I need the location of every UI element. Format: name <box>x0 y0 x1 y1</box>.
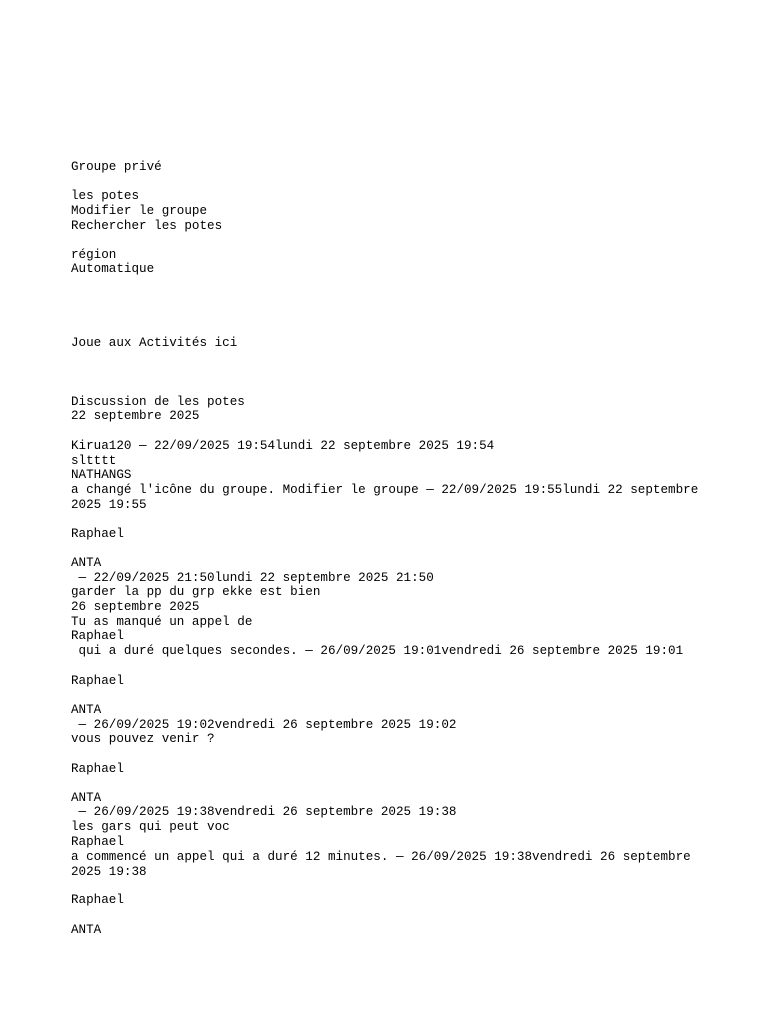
call-details: qui a duré quelques secondes. — 26/09/2025 19:01vendredi 26 septembre 2025 19:01 <box>71 644 684 658</box>
region-select[interactable]: Automatique <box>71 262 155 276</box>
message-username[interactable]: Raphael <box>71 762 124 776</box>
message-timestamp[interactable]: — 26/09/2025 19:02vendredi 26 septembre 2025 19:02 <box>71 718 457 732</box>
message-username[interactable]: Raphael <box>71 527 124 541</box>
clan-tag: ANTA <box>71 923 102 937</box>
message-timestamp[interactable]: — 26/09/2025 19:38vendredi 26 septembre 2025 19:38 <box>71 805 457 819</box>
activities-button[interactable]: Joue aux Activités ici <box>71 336 238 350</box>
search-input[interactable]: Rechercher les potes <box>71 219 223 233</box>
caller-username[interactable]: Raphael <box>71 629 124 643</box>
message-text: vous pouvez venir ? <box>71 732 215 746</box>
group-name[interactable]: les potes <box>71 189 140 203</box>
message-timestamp[interactable]: — 22/09/2025 21:50lundi 22 septembre 2025 21:50 <box>71 571 434 585</box>
message-header[interactable]: Kirua120 — 22/09/2025 19:54lundi 22 septembre 2025 19:54 <box>71 439 495 453</box>
date-divider: 22 septembre 2025 <box>71 409 200 423</box>
clan-tag: ANTA <box>71 703 102 717</box>
message-text: garder la pp du grp ekke est bien <box>71 585 321 599</box>
message-text: sltttt <box>71 454 117 468</box>
clan-tag: ANTA <box>71 556 102 570</box>
clan-tag: ANTA <box>71 791 102 805</box>
call-details: a commencé un appel qui a duré 12 minutes. — 26/09/2025 19:38vendredi 26 septembre 2025 19:38 <box>71 850 691 879</box>
message-username[interactable]: Raphael <box>71 893 124 907</box>
caller-username[interactable]: Raphael <box>71 835 124 849</box>
missed-call-text: Tu as manqué un appel de <box>71 615 253 629</box>
message-username[interactable]: Raphael <box>71 674 124 688</box>
region-label: région <box>71 248 117 262</box>
message-text: les gars qui peut voc <box>71 820 230 834</box>
date-divider: 26 septembre 2025 <box>71 600 200 614</box>
chat-heading: Discussion de les potes <box>71 395 245 409</box>
edit-group-button[interactable]: Modifier le groupe <box>71 204 208 218</box>
system-message-username[interactable]: NATHANGS <box>71 468 132 482</box>
system-message-text: a changé l'icône du groupe. Modifier le groupe — 22/09/2025 19:55lundi 22 septembre 2025 19:55 <box>71 483 699 512</box>
group-kind-label: Groupe privé <box>71 160 162 174</box>
